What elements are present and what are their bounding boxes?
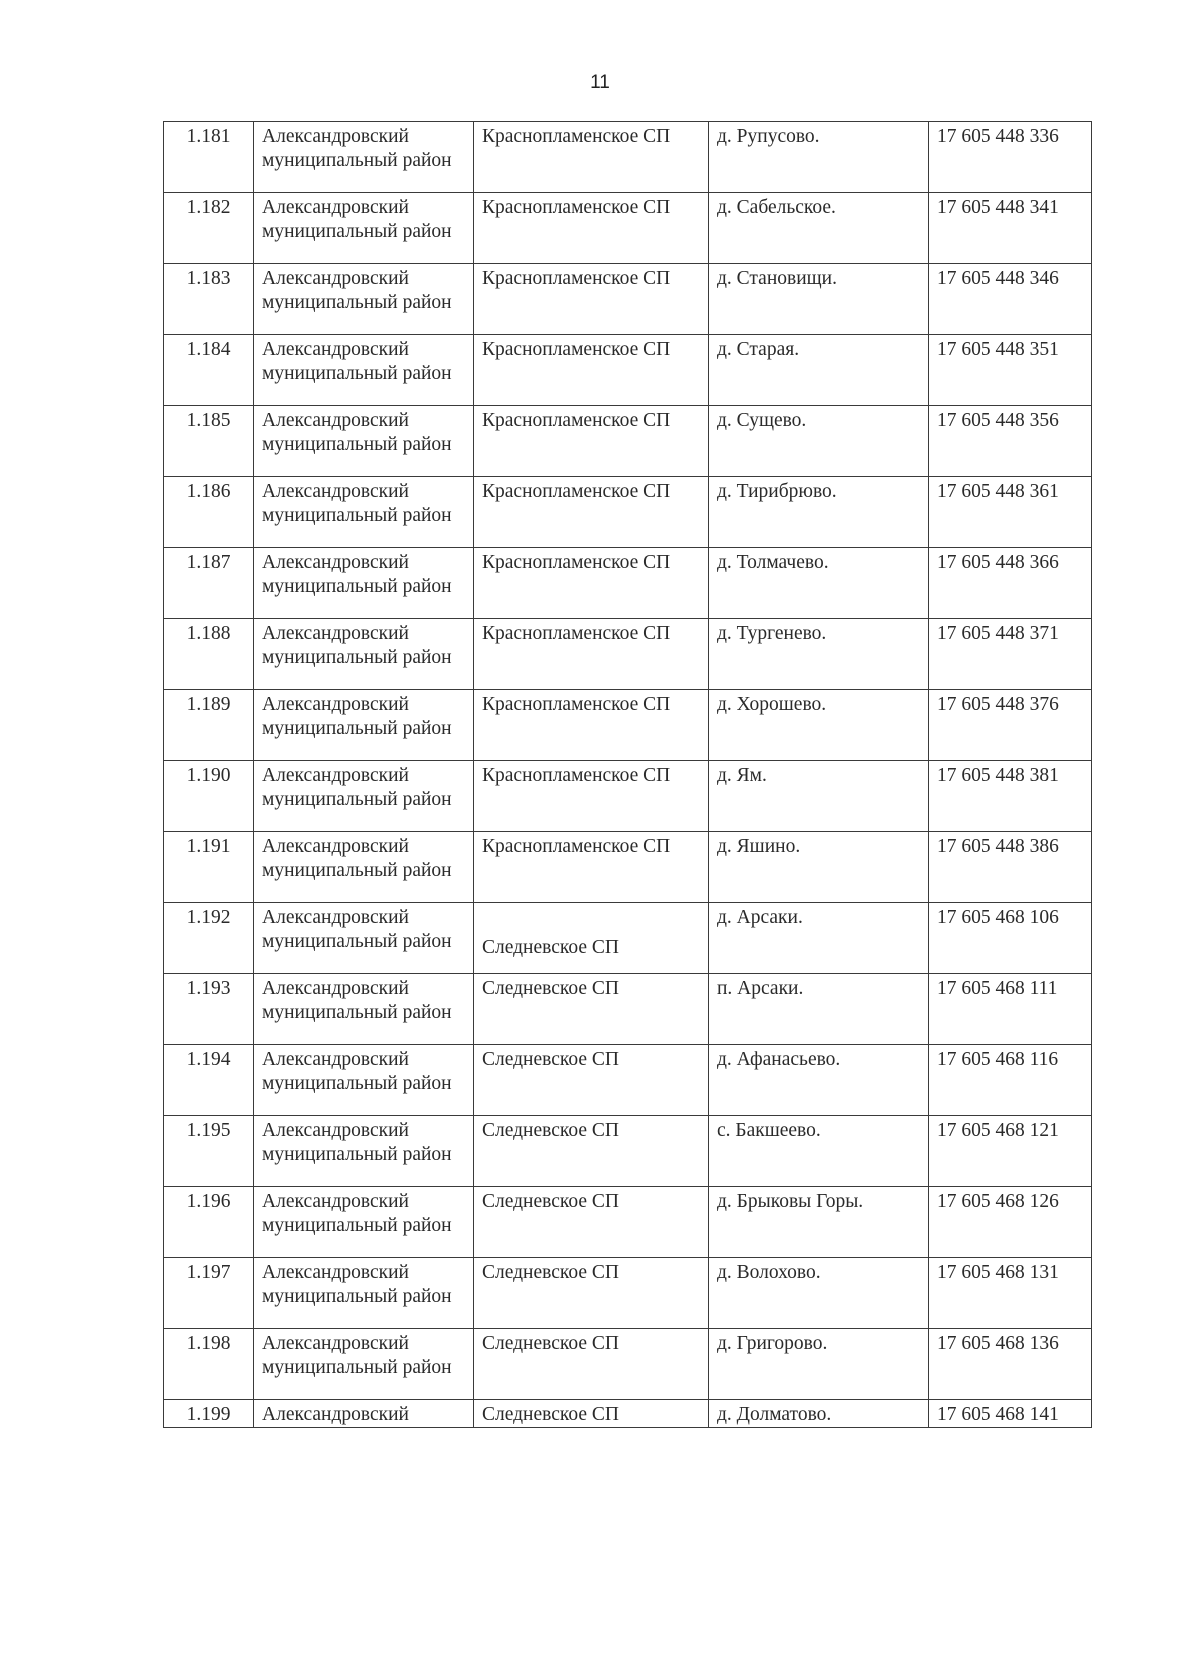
row-number: 1.182 [164, 193, 254, 264]
row-number: 1.184 [164, 335, 254, 406]
table-row [164, 193, 1092, 264]
table-row [164, 1187, 1092, 1258]
district-cell: Александровский муниципальный район [254, 122, 474, 193]
locality-cell: д. Тургенево. [709, 619, 929, 690]
oktmo-code-cell: 17 605 468 121 [929, 1116, 1092, 1187]
row-number: 1.183 [164, 264, 254, 335]
district-cell: Александровский муниципальный район [254, 1116, 474, 1187]
district-cell: Александровский муниципальный район [254, 903, 474, 974]
district-cell: Александровский муниципальный район [254, 477, 474, 548]
oktmo-code-cell: 17 605 468 136 [929, 1329, 1092, 1400]
district-cell: Александровский муниципальный район [254, 193, 474, 264]
district-cell: Александровский муниципальный район [254, 690, 474, 761]
district-cell: Александровский муниципальный район [254, 1045, 474, 1116]
table-row [164, 1116, 1092, 1187]
table-row [164, 903, 1092, 974]
oktmo-code-cell: 17 605 468 111 [929, 974, 1092, 1045]
locality-cell: п. Арсаки. [709, 974, 929, 1045]
row-number: 1.191 [164, 832, 254, 903]
district-cell: Александровский муниципальный район [254, 264, 474, 335]
table-row [164, 1045, 1092, 1116]
locality-cell: д. Тирибрюво. [709, 477, 929, 548]
locality-cell: д. Арсаки. [709, 903, 929, 974]
oktmo-code-cell: 17 605 448 366 [929, 548, 1092, 619]
row-number: 1.199 [164, 1400, 254, 1428]
row-number: 1.186 [164, 477, 254, 548]
locality-cell: д. Афанасьево. [709, 1045, 929, 1116]
oktmo-code-cell: 17 605 448 351 [929, 335, 1092, 406]
oktmo-code-cell: 17 605 448 376 [929, 690, 1092, 761]
locality-cell: д. Долматово. [709, 1400, 929, 1428]
settlement-cell: Следневское СП [474, 1187, 709, 1258]
table-row [164, 832, 1092, 903]
table-row [164, 690, 1092, 761]
oktmo-code-cell: 17 605 448 386 [929, 832, 1092, 903]
locality-cell: д. Сущево. [709, 406, 929, 477]
settlement-cell: Краснопламенское СП [474, 619, 709, 690]
page-number: 11 [590, 72, 610, 93]
settlement-cell: Краснопламенское СП [474, 832, 709, 903]
locality-cell: д. Старая. [709, 335, 929, 406]
table-row [164, 1258, 1092, 1329]
row-number: 1.181 [164, 122, 254, 193]
row-number: 1.195 [164, 1116, 254, 1187]
settlement-cell: Краснопламенское СП [474, 477, 709, 548]
table-row [164, 619, 1092, 690]
district-cell: Александровский муниципальный район [254, 832, 474, 903]
table-row [164, 1400, 1092, 1428]
oktmo-code-cell: 17 605 468 126 [929, 1187, 1092, 1258]
row-number: 1.185 [164, 406, 254, 477]
table-row [164, 264, 1092, 335]
locality-cell: д. Становищи. [709, 264, 929, 335]
locality-cell: д. Брыковы Горы. [709, 1187, 929, 1258]
district-cell: Александровский [254, 1400, 474, 1428]
district-cell: Александровский муниципальный район [254, 1258, 474, 1329]
settlement-cell: Краснопламенское СП [474, 548, 709, 619]
oktmo-code-cell: 17 605 448 336 [929, 122, 1092, 193]
row-number: 1.187 [164, 548, 254, 619]
locality-cell: д. Сабельское. [709, 193, 929, 264]
row-number: 1.194 [164, 1045, 254, 1116]
settlement-cell: Краснопламенское СП [474, 406, 709, 477]
district-cell: Александровский муниципальный район [254, 548, 474, 619]
oktmo-code-cell: 17 605 448 346 [929, 264, 1092, 335]
district-cell: Александровский муниципальный район [254, 406, 474, 477]
settlement-cell: Краснопламенское СП [474, 122, 709, 193]
oktmo-code-cell: 17 605 468 106 [929, 903, 1092, 974]
oktmo-code-cell: 17 605 468 141 [929, 1400, 1092, 1428]
locality-cell: с. Бакшеево. [709, 1116, 929, 1187]
row-number: 1.188 [164, 619, 254, 690]
settlement-cell: Следневское СП [474, 1400, 709, 1428]
oktmo-code-cell: 17 605 448 371 [929, 619, 1092, 690]
row-number: 1.197 [164, 1258, 254, 1329]
district-cell: Александровский муниципальный район [254, 335, 474, 406]
table-row [164, 761, 1092, 832]
table-row [164, 1329, 1092, 1400]
district-cell: Александровский муниципальный район [254, 1329, 474, 1400]
settlement-cell: Краснопламенское СП [474, 335, 709, 406]
oktmo-code-cell: 17 605 448 361 [929, 477, 1092, 548]
settlement-cell: Следневское СП [474, 1258, 709, 1329]
district-cell: Александровский муниципальный район [254, 974, 474, 1045]
settlement-cell: Следневское СП [474, 1045, 709, 1116]
row-number: 1.196 [164, 1187, 254, 1258]
row-number: 1.192 [164, 903, 254, 974]
settlements-table [163, 121, 1092, 1428]
table-row [164, 974, 1092, 1045]
locality-cell: д. Яшино. [709, 832, 929, 903]
table-row [164, 122, 1092, 193]
district-cell: Александровский муниципальный район [254, 1187, 474, 1258]
oktmo-code-cell: 17 605 468 116 [929, 1045, 1092, 1116]
oktmo-code-cell: 17 605 448 356 [929, 406, 1092, 477]
row-number: 1.193 [164, 974, 254, 1045]
locality-cell: д. Толмачево. [709, 548, 929, 619]
locality-cell: д. Волохово. [709, 1258, 929, 1329]
oktmo-code-cell: 17 605 468 131 [929, 1258, 1092, 1329]
settlement-cell: Следневское СП [474, 1116, 709, 1187]
settlement-cell: Следневское СП [474, 974, 709, 1045]
settlement-cell: Краснопламенское СП [474, 761, 709, 832]
row-number: 1.198 [164, 1329, 254, 1400]
locality-cell: д. Ям. [709, 761, 929, 832]
settlement-cell: Следневское СП [474, 1329, 709, 1400]
locality-cell: д. Хорошево. [709, 690, 929, 761]
settlement-cell: Краснопламенское СП [474, 264, 709, 335]
oktmo-code-cell: 17 605 448 381 [929, 761, 1092, 832]
oktmo-code-cell: 17 605 448 341 [929, 193, 1092, 264]
table-row [164, 548, 1092, 619]
district-cell: Александровский муниципальный район [254, 761, 474, 832]
table-row [164, 406, 1092, 477]
table-row [164, 477, 1092, 548]
settlement-cell: Краснопламенское СП [474, 193, 709, 264]
district-cell: Александровский муниципальный район [254, 619, 474, 690]
row-number: 1.189 [164, 690, 254, 761]
locality-cell: д. Григорово. [709, 1329, 929, 1400]
row-number: 1.190 [164, 761, 254, 832]
table-row [164, 335, 1092, 406]
locality-cell: д. Рупусово. [709, 122, 929, 193]
settlement-cell: Краснопламенское СП [474, 690, 709, 761]
settlement-cell: Следневское СП [474, 903, 709, 974]
